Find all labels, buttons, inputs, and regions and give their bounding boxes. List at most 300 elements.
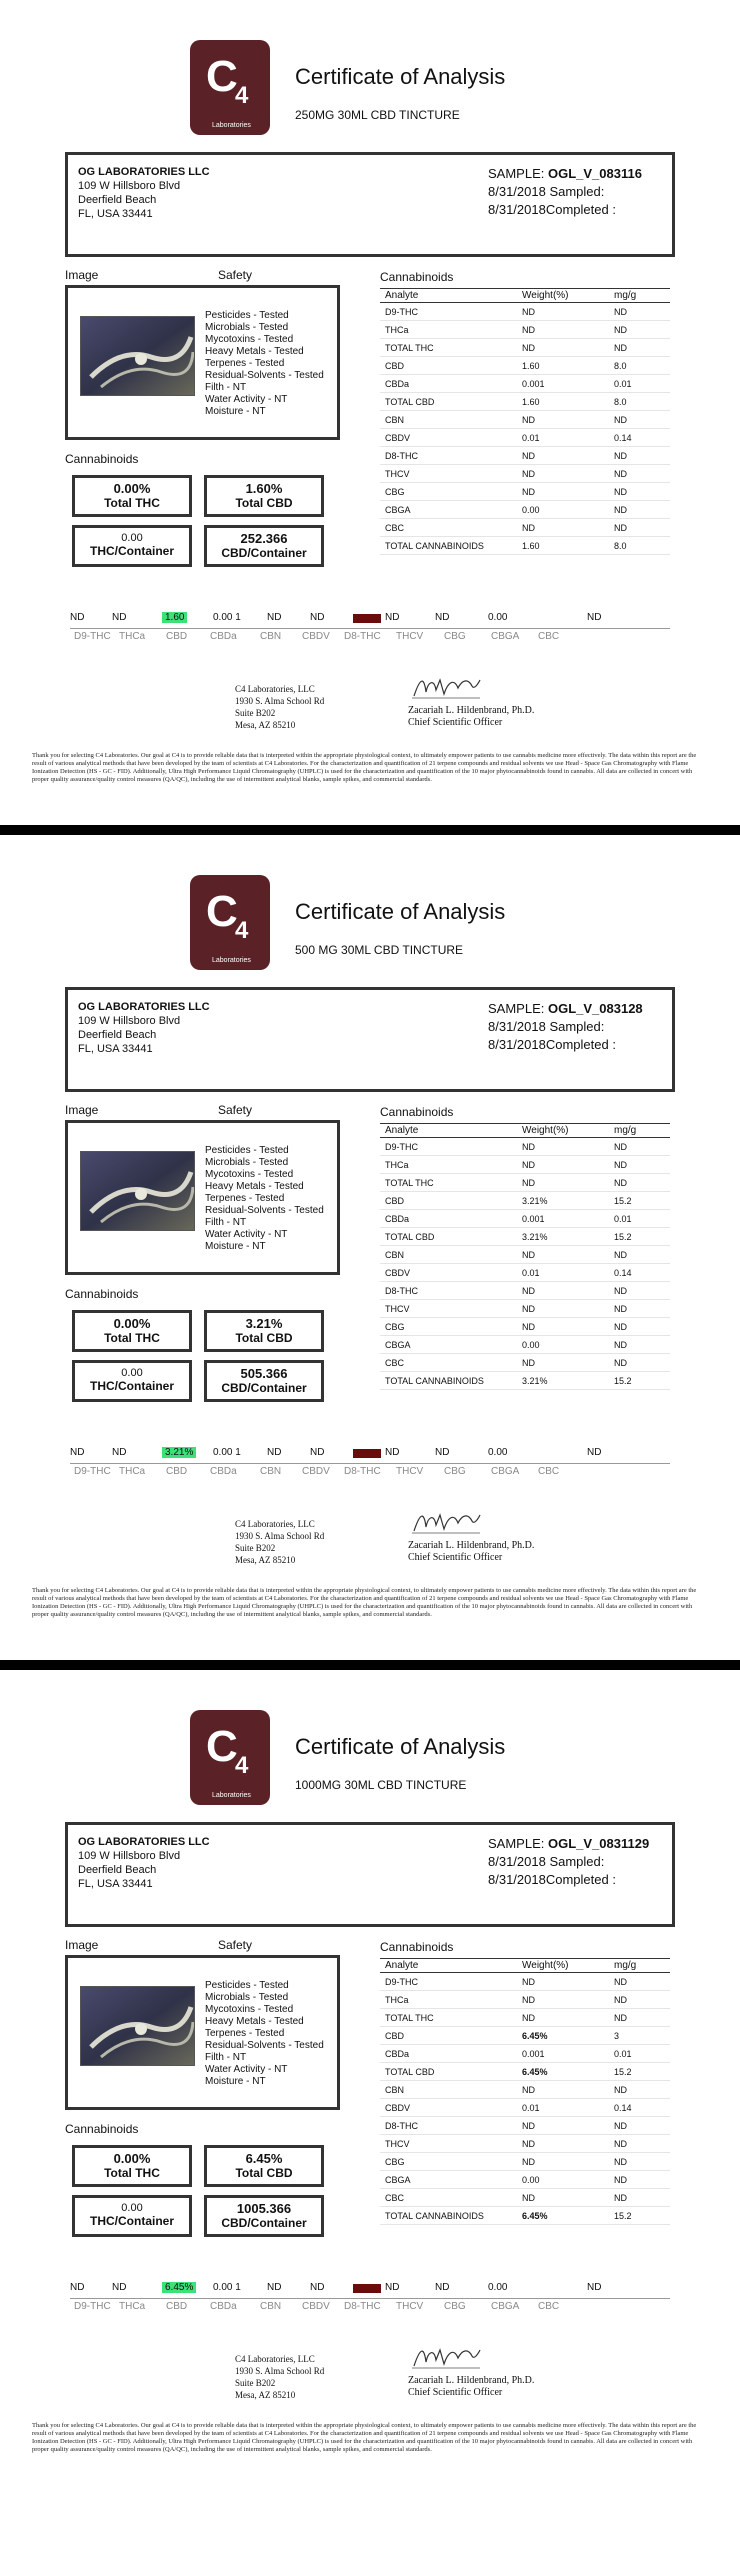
lab-street: 1930 S. Alma School Rd	[235, 696, 325, 706]
disclaimer-text: Thank you for selecting C4 Laboratories. Our goal at C4 is to provide reliable data that is interpreted within the appropriate physiological context, to ultimately empower patients to use cannabis medicine more effectively. The data within this report are the result of various analytical methods that have been developed by the team of scientists at C4 Laboratories. For the characterization and quantification of 21 terpene compounds and residual solvents we use Head - Space Gas Chromatography with Flame Ionization Detection (HS - GC - FID). Additionally, Ultra High Performance Liquid Chromatography (UHPLC) is used for the characterization and quantification of the 10 major phytocannabinoids found in cannabis. All data are collected in concert with proper quality assurance/quality control measures (QA/QC), including the use of intermittent analytical blanks, sample spikes, and commercial standards.	[32, 752, 697, 783]
total-thc-value: 0.00%	[113, 2151, 151, 2166]
analyte-cell: THCa	[385, 1159, 409, 1170]
bar-value: 0.00 1	[213, 612, 241, 623]
image-safety-box	[65, 1955, 340, 2110]
axis-label: CBN	[260, 2301, 282, 2312]
cbd-container-label: CBD/Container	[221, 2216, 307, 2230]
analyte-cell: CBGA	[385, 1339, 411, 1350]
analyte-cell: CBD	[385, 2030, 405, 2041]
weight-cell: ND	[522, 1321, 535, 1332]
cbd-container-value: 505.366	[240, 1366, 288, 1381]
signer-block	[408, 1540, 534, 1564]
safety-list	[205, 1980, 324, 2088]
table-row	[380, 447, 670, 465]
mgg-cell: ND	[614, 2156, 627, 2167]
mgg-cell: ND	[614, 504, 627, 515]
thc-container-value: 0.00	[121, 532, 143, 544]
header-analyte: Analyte	[385, 1960, 419, 1971]
lab-address	[235, 2353, 324, 2401]
weight-cell: 1.60	[522, 396, 540, 407]
analyte-cell: CBDV	[385, 432, 411, 443]
weight-cell: ND	[522, 1994, 535, 2005]
analyte-cell: D8-THC	[385, 1285, 418, 1296]
cannabinoids-label: Cannabinoids	[65, 2122, 139, 2136]
cannabinoid-summary	[72, 1310, 327, 1405]
analyte-cell: CBD	[385, 360, 405, 371]
table-row	[380, 1318, 670, 1336]
cbd-container-label: CBD/Container	[221, 1381, 307, 1395]
weight-cell: 6.45%	[522, 2210, 548, 2221]
table-row	[380, 2081, 670, 2099]
total-cbd-card	[204, 475, 324, 517]
table-row	[380, 2189, 670, 2207]
lab-street: 1930 S. Alma School Rd	[235, 2366, 325, 2376]
safety-item: Microbials - Tested	[205, 1992, 289, 2003]
bar-value: ND	[310, 1447, 325, 1458]
table-row	[380, 339, 670, 357]
thc-container-card	[72, 2195, 192, 2237]
cannabinoid-summary	[72, 2145, 327, 2240]
bar-value: ND	[70, 2282, 85, 2293]
analyte-cell: CBD	[385, 1195, 405, 1206]
image-safety-box	[65, 285, 340, 440]
bar-value: ND	[435, 1447, 450, 1458]
analyte-cell: TOTAL THC	[385, 1177, 434, 1188]
safety-label: Safety	[218, 1938, 253, 1952]
bar-value: ND	[587, 1447, 602, 1458]
signer-title: Chief Scientific Officer	[408, 1552, 503, 1563]
table-row	[380, 303, 670, 321]
mgg-cell: ND	[614, 324, 627, 335]
table-header	[380, 288, 670, 303]
table-row	[380, 2027, 670, 2045]
cbd-container-card	[204, 525, 324, 567]
table-row	[380, 2063, 670, 2081]
safety-item: Filth - NT	[205, 2052, 247, 2063]
cannabinoid-summary	[72, 475, 327, 570]
table-row	[380, 1354, 670, 1372]
lab-name: C4 Laboratories, LLC	[235, 1519, 315, 1529]
axis-label: CBD	[166, 2301, 188, 2312]
axis-label: CBC	[538, 2301, 560, 2312]
weight-cell: 6.45%	[522, 2030, 548, 2041]
cannabinoid-table	[380, 288, 670, 555]
bar-value: 0.00 1	[213, 2282, 241, 2293]
signer-block	[408, 2375, 534, 2399]
axis-label: CBG	[444, 631, 466, 642]
weight-cell: ND	[522, 324, 535, 335]
weight-cell: ND	[522, 486, 535, 497]
mgg-cell: ND	[614, 2138, 627, 2149]
total-thc-card	[72, 475, 192, 517]
analyte-cell: TOTAL CBD	[385, 2066, 435, 2077]
analyte-cell: THCV	[385, 1303, 410, 1314]
analyte-cell: CBN	[385, 1249, 405, 1260]
safety-item: Terpenes - Tested	[205, 1193, 285, 1204]
mgg-cell: ND	[614, 1285, 627, 1296]
lab-suite: Suite B202	[235, 1543, 276, 1553]
weight-cell: ND	[522, 1357, 535, 1368]
analyte-cell: TOTAL CBD	[385, 396, 435, 407]
mgg-cell: 15.2	[614, 1375, 632, 1386]
client-street: 109 W Hillsboro Blvd	[78, 180, 181, 192]
sample-id-line	[488, 1835, 649, 1853]
weight-cell: 1.60	[522, 540, 540, 551]
analyte-cell: D9-THC	[385, 306, 418, 317]
total-cbd-value: 6.45%	[245, 2151, 283, 2166]
thc-container-card	[72, 1360, 192, 1402]
c4-logo	[190, 40, 270, 135]
total-thc-card	[72, 1310, 192, 1352]
certificate-title: Certificate of Analysis	[295, 899, 506, 924]
client-street: 109 W Hillsboro Blvd	[78, 1015, 181, 1027]
signature-image	[410, 672, 482, 702]
lab-city: Mesa, AZ 85210	[235, 1555, 296, 1565]
axis-line	[70, 628, 670, 629]
table-row	[380, 1282, 670, 1300]
axis-label: THCa	[119, 1466, 146, 1477]
table-row	[380, 483, 670, 501]
signer-name: Zacariah L. Hildenbrand, Ph.D.	[408, 1540, 535, 1551]
bar-value: 0.00	[488, 612, 508, 623]
lab-address	[235, 683, 324, 731]
table-row	[380, 321, 670, 339]
safety-item: Pesticides - Tested	[205, 310, 289, 321]
safety-item: Heavy Metals - Tested	[205, 346, 304, 357]
table-row	[380, 2117, 670, 2135]
safety-item: Moisture - NT	[205, 2076, 266, 2087]
analyte-cell: TOTAL THC	[385, 2012, 434, 2023]
table-row	[380, 1138, 670, 1156]
axis-label: CBGA	[491, 1466, 520, 1477]
table-row	[380, 1264, 670, 1282]
potency-bar	[70, 612, 670, 626]
total-thc-value: 0.00%	[113, 481, 151, 496]
safety-item: Heavy Metals - Tested	[205, 1181, 304, 1192]
mgg-cell: 8.0	[614, 396, 627, 407]
sampled-date: 8/31/2018 Sampled:	[488, 184, 605, 199]
mgg-cell: ND	[614, 414, 627, 425]
mgg-cell: ND	[614, 2174, 627, 2185]
sample-id-line	[488, 1000, 643, 1018]
table-row	[380, 2045, 670, 2063]
client-street: 109 W Hillsboro Blvd	[78, 1850, 181, 1862]
weight-cell: ND	[522, 1285, 535, 1296]
analyte-cell: CBG	[385, 486, 405, 497]
axis-label: CBC	[538, 631, 560, 642]
cannabinoids-label: Cannabinoids	[65, 1287, 139, 1301]
thc-container-value: 0.00	[121, 2202, 143, 2214]
completed-date: 8/31/2018Completed :	[488, 202, 616, 217]
analyte-cell: CBDa	[385, 2048, 410, 2059]
table-row	[380, 2171, 670, 2189]
completed-date: 8/31/2018Completed :	[488, 1037, 616, 1052]
table-header	[380, 1958, 670, 1973]
mgg-cell: ND	[614, 2084, 627, 2095]
analyte-cell: CBDV	[385, 1267, 411, 1278]
cbd-container-card	[204, 2195, 324, 2237]
mgg-cell: 15.2	[614, 2066, 632, 2077]
analyte-cell: THCV	[385, 2138, 410, 2149]
table-body	[380, 1138, 670, 1390]
weight-cell: ND	[522, 1976, 535, 1987]
table-row	[380, 2009, 670, 2027]
weight-cell: 0.00	[522, 504, 540, 515]
mgg-cell: ND	[614, 468, 627, 479]
safety-item: Residual-Solvents - Tested	[205, 370, 324, 381]
bar-value: ND	[385, 2282, 400, 2293]
weight-cell: ND	[522, 2012, 535, 2023]
sample-label: SAMPLE:	[488, 1001, 545, 1016]
bar-value: ND	[267, 612, 282, 623]
table-row	[380, 411, 670, 429]
bar-value: ND	[310, 2282, 325, 2293]
sample-id: OGL_V_0831129	[547, 1836, 650, 1851]
weight-cell: 0.01	[522, 2102, 540, 2113]
total-cbd-value: 3.21%	[245, 1316, 283, 1331]
sampled-date: 8/31/2018 Sampled:	[488, 1854, 605, 1869]
lab-name: C4 Laboratories, LLC	[235, 684, 315, 694]
table-body	[380, 1973, 670, 2225]
analyte-cell: THCa	[385, 324, 409, 335]
client-address	[78, 1835, 210, 1891]
certificate	[0, 0, 740, 825]
table-row	[380, 375, 670, 393]
axis-label: D8-THC	[344, 631, 381, 642]
safety-list	[205, 1145, 324, 1253]
axis-label: CBG	[444, 2301, 466, 2312]
logo-subscript: 4	[235, 82, 249, 109]
weight-cell: 0.00	[522, 1339, 540, 1350]
weight-cell: 3.21%	[522, 1231, 548, 1242]
product-photo	[80, 1151, 195, 1231]
bar-value: ND	[112, 2282, 127, 2293]
cbdv-marker	[353, 2284, 381, 2293]
table-row	[380, 1246, 670, 1264]
analyte-cell: CBC	[385, 1357, 405, 1368]
analyte-cell: D8-THC	[385, 2120, 418, 2131]
safety-item: Mycotoxins - Tested	[205, 2004, 294, 2015]
weight-cell: ND	[522, 468, 535, 479]
bar-value: 0.00	[488, 2282, 508, 2293]
safety-item: Moisture - NT	[205, 1241, 266, 1252]
analyte-cell: TOTAL CANNABINOIDS	[385, 1375, 484, 1386]
axis-label: THCV	[396, 1466, 424, 1477]
potency-bar	[70, 2282, 670, 2296]
client-info-box	[65, 1822, 675, 1927]
mgg-cell: 0.01	[614, 2048, 632, 2059]
weight-cell: ND	[522, 1249, 535, 1260]
analyte-cell: CBG	[385, 2156, 405, 2167]
table-row	[380, 537, 670, 555]
mgg-cell: ND	[614, 1321, 627, 1332]
weight-cell: ND	[522, 450, 535, 461]
mgg-cell: 0.01	[614, 1213, 632, 1224]
weight-cell: ND	[522, 2192, 535, 2203]
lab-name: C4 Laboratories, LLC	[235, 2354, 315, 2364]
lab-suite: Suite B202	[235, 2378, 276, 2388]
table-row	[380, 1300, 670, 1318]
mgg-cell: ND	[614, 1249, 627, 1260]
sampled-date: 8/31/2018 Sampled:	[488, 1019, 605, 1034]
cbdv-marker	[353, 1449, 381, 1458]
client-city: Deerfield Beach	[78, 194, 157, 206]
safety-item: Mycotoxins - Tested	[205, 1169, 294, 1180]
analyte-cell: THCa	[385, 1994, 409, 2005]
logo-label: Laboratories	[212, 122, 251, 129]
safety-item: Mycotoxins - Tested	[205, 334, 294, 345]
safety-item: Residual-Solvents - Tested	[205, 1205, 324, 1216]
bar-value: ND	[267, 1447, 282, 1458]
lab-suite: Suite B202	[235, 708, 276, 718]
table-row	[380, 2099, 670, 2117]
axis-label: CBDV	[302, 631, 330, 642]
bar-value: ND	[112, 1447, 127, 1458]
table-row	[380, 1174, 670, 1192]
client-state: FL, USA 33441	[78, 1878, 153, 1890]
client-name: OG LABORATORIES LLC	[78, 1001, 210, 1013]
axis-label: D9-THC	[74, 2301, 111, 2312]
axis-label: CBN	[260, 1466, 282, 1477]
analyte-cell: TOTAL CANNABINOIDS	[385, 540, 484, 551]
weight-cell: ND	[522, 342, 535, 353]
total-thc-label: Total THC	[104, 2166, 160, 2180]
signer-title: Chief Scientific Officer	[408, 717, 503, 728]
mgg-cell: ND	[614, 306, 627, 317]
table-row	[380, 1372, 670, 1390]
sample-id: OGL_V_083116	[547, 166, 642, 181]
safety-item: Pesticides - Tested	[205, 1145, 289, 1156]
product-photo	[80, 316, 195, 396]
safety-item: Water Activity - NT	[205, 394, 288, 405]
page-separator	[0, 825, 740, 835]
bar-value: ND	[435, 612, 450, 623]
certificate	[0, 1670, 740, 2495]
table-header	[380, 1123, 670, 1138]
analyte-cell: TOTAL CANNABINOIDS	[385, 2210, 484, 2221]
logo-letter: C	[206, 1722, 238, 1771]
mgg-cell: ND	[614, 1357, 627, 1368]
client-info-box	[65, 987, 675, 1092]
weight-cell: ND	[522, 522, 535, 533]
header-mgg: mg/g	[614, 1960, 637, 1971]
table-row	[380, 519, 670, 537]
safety-item: Filth - NT	[205, 382, 247, 393]
client-state: FL, USA 33441	[78, 208, 153, 220]
logo-label: Laboratories	[212, 957, 251, 964]
bar-value: ND	[587, 2282, 602, 2293]
client-address	[78, 1000, 210, 1056]
weight-cell: ND	[522, 2156, 535, 2167]
weight-cell: 3.21%	[522, 1375, 548, 1386]
weight-cell: ND	[522, 1177, 535, 1188]
cbd-bar-value: 3.21%	[162, 1447, 196, 1458]
bar-value: 0.00 1	[213, 1447, 241, 1458]
weight-cell: ND	[522, 1159, 535, 1170]
cbd-container-value: 252.366	[240, 531, 288, 546]
safety-item: Microbials - Tested	[205, 1157, 289, 1168]
analyte-cell: CBDa	[385, 1213, 410, 1224]
total-thc-label: Total THC	[104, 496, 160, 510]
weight-cell: ND	[522, 2120, 535, 2131]
total-cbd-label: Total CBD	[235, 1331, 293, 1345]
header-analyte: Analyte	[385, 290, 419, 301]
mgg-cell: ND	[614, 450, 627, 461]
analyte-cell: D8-THC	[385, 450, 418, 461]
image-label: Image	[65, 268, 99, 282]
cbd-container-value: 1005.366	[236, 2201, 292, 2216]
analyte-cell: CBN	[385, 414, 405, 425]
potency-bar	[70, 1447, 670, 1461]
axis-line	[70, 1463, 670, 1464]
client-city: Deerfield Beach	[78, 1864, 157, 1876]
thc-container-label: THC/Container	[90, 2214, 174, 2228]
product-name: 250MG 30ML CBD TINCTURE	[295, 108, 460, 122]
sample-id: OGL_V_083128	[547, 1001, 643, 1016]
c4-logo	[190, 1710, 270, 1805]
axis-label: THCa	[119, 631, 146, 642]
table-row	[380, 357, 670, 375]
mgg-cell: ND	[614, 1994, 627, 2005]
bar-value: ND	[435, 2282, 450, 2293]
table-row	[380, 1991, 670, 2009]
logo-subscript: 4	[235, 1752, 249, 1779]
bar-value: ND	[267, 2282, 282, 2293]
axis-label: THCV	[396, 2301, 424, 2312]
analyte-cell: CBC	[385, 2192, 405, 2203]
mgg-cell: 0.14	[614, 2102, 632, 2113]
safety-item: Pesticides - Tested	[205, 1980, 289, 1991]
analyte-cell: D9-THC	[385, 1141, 418, 1152]
table-row	[380, 2135, 670, 2153]
image-label: Image	[65, 1103, 99, 1117]
mgg-cell: 8.0	[614, 540, 627, 551]
lab-street: 1930 S. Alma School Rd	[235, 1531, 325, 1541]
client-address	[78, 165, 210, 221]
axis-label: CBDa	[210, 631, 237, 642]
safety-item: Microbials - Tested	[205, 322, 289, 333]
table-row	[380, 1210, 670, 1228]
certificate	[0, 835, 740, 1660]
cannabinoids-table-label: Cannabinoids	[380, 1105, 454, 1119]
weight-cell: ND	[522, 1141, 535, 1152]
header-mgg: mg/g	[614, 1125, 637, 1136]
signature-image	[410, 2342, 482, 2372]
thc-container-label: THC/Container	[90, 544, 174, 558]
mgg-cell: 8.0	[614, 360, 627, 371]
weight-cell: ND	[522, 1303, 535, 1314]
weight-cell: 0.001	[522, 378, 545, 389]
mgg-cell: 0.14	[614, 1267, 632, 1278]
lab-address	[235, 1518, 324, 1566]
table-row	[380, 2207, 670, 2225]
table-row	[380, 1973, 670, 1991]
safety-item: Terpenes - Tested	[205, 2028, 285, 2039]
mgg-cell: ND	[614, 522, 627, 533]
image-label: Image	[65, 1938, 99, 1952]
product-name: 1000MG 30ML CBD TINCTURE	[295, 1778, 467, 1792]
image-safety-box	[65, 1120, 340, 1275]
header-weight: Weight(%)	[522, 290, 569, 301]
table-body	[380, 303, 670, 555]
bar-value: ND	[385, 1447, 400, 1458]
weight-cell: 0.001	[522, 1213, 545, 1224]
sample-label: SAMPLE:	[488, 166, 545, 181]
client-city: Deerfield Beach	[78, 1029, 157, 1041]
table-row	[380, 1192, 670, 1210]
total-cbd-card	[204, 1310, 324, 1352]
lab-city: Mesa, AZ 85210	[235, 720, 296, 730]
